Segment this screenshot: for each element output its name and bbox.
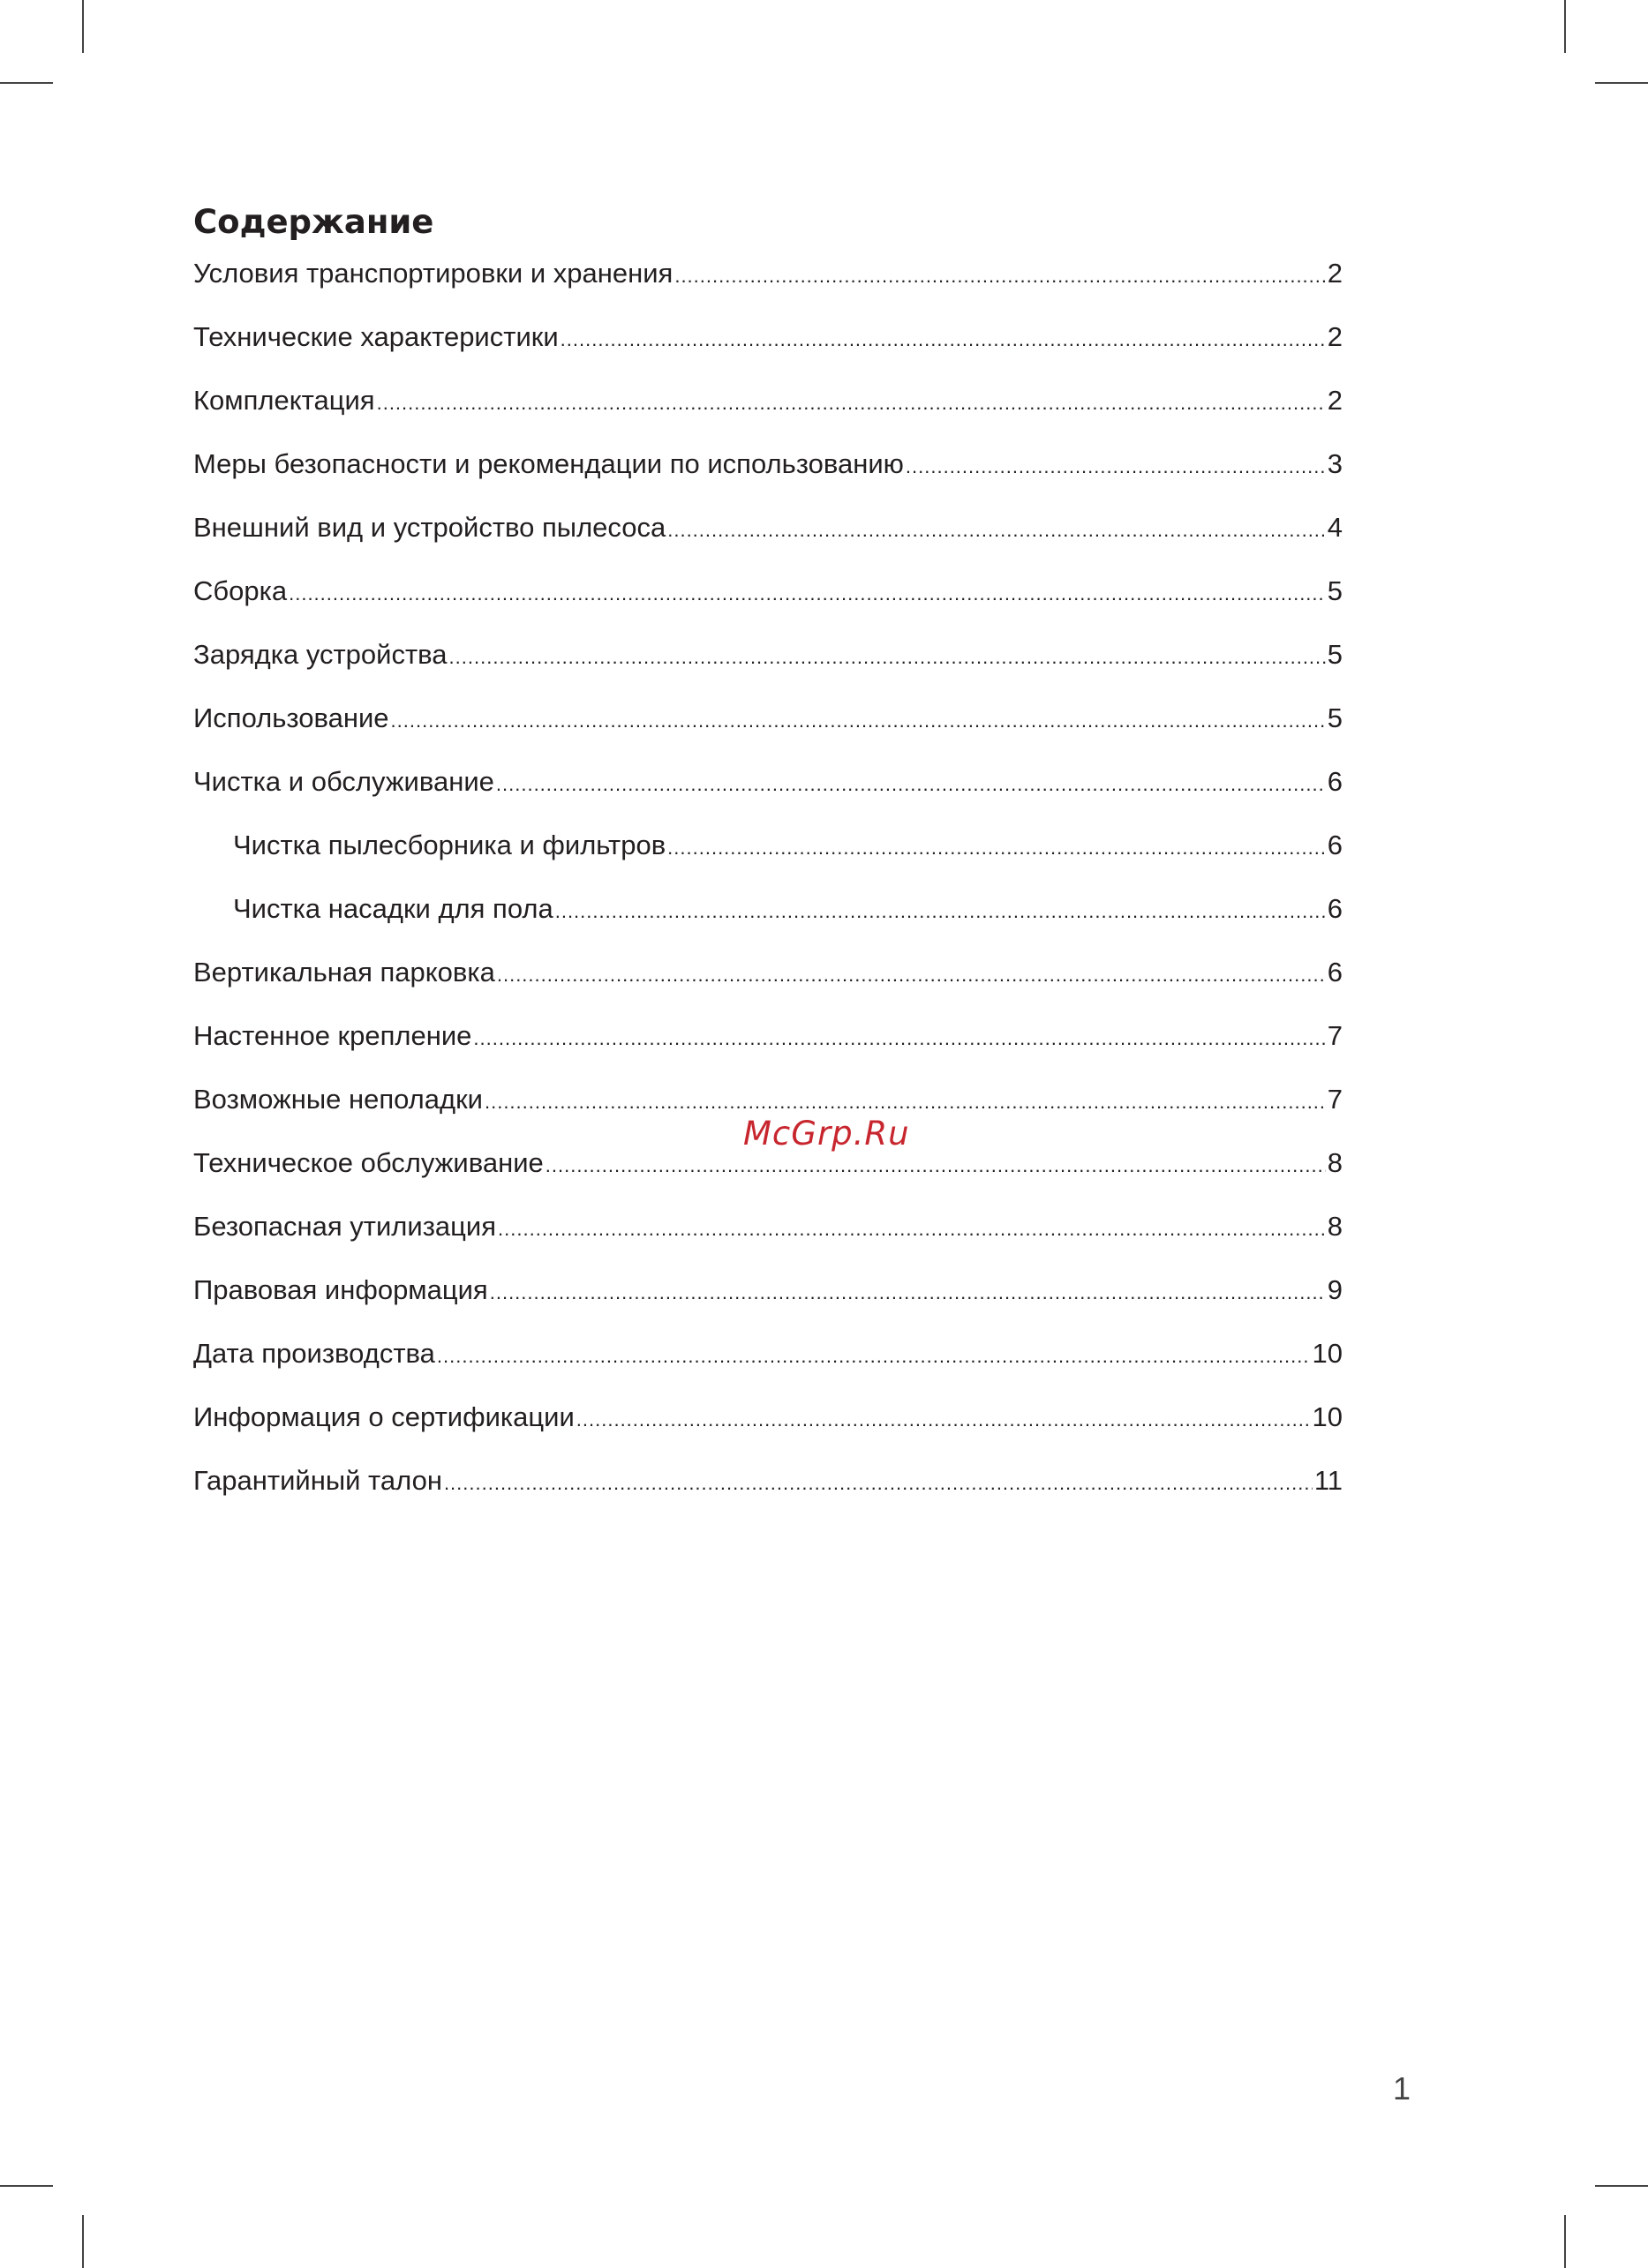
toc-entry-label: Сборка xyxy=(193,575,288,606)
toc-entry-label: Техническое обслуживание xyxy=(193,1147,544,1178)
toc-entry-page: 6 xyxy=(1327,766,1343,797)
toc-entry[interactable] xyxy=(193,1207,1343,1271)
toc-entry-label: Информация о сертификации xyxy=(193,1401,575,1432)
toc-leader-dots xyxy=(667,829,1326,867)
toc-leader-dots xyxy=(667,511,1326,550)
toc-leader-dots xyxy=(576,1401,1311,1439)
toc-leader-dots xyxy=(546,1146,1326,1185)
toc-entry-page: 2 xyxy=(1327,385,1343,416)
toc-entry-label: Условия транспортировки и хранения xyxy=(193,258,673,289)
toc-leader-dots xyxy=(473,1019,1325,1058)
toc-entry[interactable] xyxy=(193,381,1343,445)
toc-entry-label: Комплектация xyxy=(193,385,375,416)
table-of-contents xyxy=(193,199,1343,1525)
toc-entry[interactable] xyxy=(193,1271,1343,1334)
crop-mark-bottom-left-horizontal xyxy=(0,2185,53,2187)
toc-entry-page: 6 xyxy=(1327,957,1343,988)
toc-leader-dots xyxy=(289,575,1326,613)
crop-mark-top-right-vertical xyxy=(1564,0,1566,53)
toc-leader-dots xyxy=(497,956,1326,995)
toc-subentry[interactable] xyxy=(193,826,1343,890)
toc-leader-dots xyxy=(490,1273,1326,1312)
toc-entry[interactable] xyxy=(193,1398,1343,1461)
crop-mark-bottom-left-vertical xyxy=(82,2215,84,2268)
toc-entry-label: Чистка пылесборника и фильтров xyxy=(233,830,666,860)
toc-entry[interactable] xyxy=(193,254,1343,318)
toc-entry[interactable] xyxy=(193,1144,1343,1207)
toc-entry[interactable] xyxy=(193,1334,1343,1398)
toc-entry-label: Возможные неполадки xyxy=(193,1084,483,1115)
toc-leader-dots xyxy=(449,638,1326,677)
toc-leader-dots xyxy=(906,447,1326,486)
toc-entry[interactable] xyxy=(193,572,1343,635)
toc-entry-label: Правовая информация xyxy=(193,1274,488,1305)
toc-entry-label: Настенное крепление xyxy=(193,1020,472,1051)
toc-leader-dots xyxy=(444,1464,1313,1503)
toc-entry-label: Безопасная утилизация xyxy=(193,1211,497,1242)
toc-entry-page: 2 xyxy=(1327,258,1343,289)
toc-leader-dots xyxy=(377,384,1326,423)
crop-mark-bottom-right-horizontal xyxy=(1595,2185,1648,2187)
toc-leader-dots xyxy=(498,1210,1326,1249)
toc-entry[interactable] xyxy=(193,762,1343,826)
toc-entry[interactable] xyxy=(193,699,1343,762)
toc-leader-dots xyxy=(391,702,1326,740)
toc-entry-label: Зарядка устройства xyxy=(193,639,448,670)
toc-entry-label: Гарантийный талон xyxy=(193,1465,442,1496)
toc-entry[interactable] xyxy=(193,1461,1343,1525)
toc-entry-page: 10 xyxy=(1312,1401,1343,1432)
toc-entry-label: Вертикальная парковка xyxy=(193,957,495,988)
toc-leader-dots xyxy=(555,892,1326,931)
toc-entry-page: 7 xyxy=(1327,1084,1343,1115)
crop-mark-top-left-vertical xyxy=(82,0,84,53)
toc-entry-label: Чистка насадки для пола xyxy=(233,893,553,924)
toc-leader-dots xyxy=(437,1337,1311,1376)
toc-entry-page: 3 xyxy=(1327,448,1343,479)
toc-entry-page: 5 xyxy=(1327,702,1343,733)
toc-leader-dots xyxy=(674,257,1325,296)
toc-entry-page: 11 xyxy=(1313,1465,1343,1496)
toc-entry-page: 8 xyxy=(1327,1211,1343,1242)
toc-entry-page: 4 xyxy=(1327,512,1343,543)
toc-entry-page: 2 xyxy=(1327,321,1343,352)
toc-entry-label: Использование xyxy=(193,702,389,733)
toc-entry-page: 10 xyxy=(1312,1338,1343,1369)
toc-entry-label: Внешний вид и устройство пылесоса xyxy=(193,512,666,543)
toc-entry-label: Технические характеристики xyxy=(193,321,559,352)
watermark: McGrp.Ru xyxy=(740,1115,914,1153)
toc-entry-page: 5 xyxy=(1327,639,1343,670)
toc-entry-page: 7 xyxy=(1327,1020,1343,1051)
toc-entry[interactable] xyxy=(193,953,1343,1017)
toc-entry[interactable] xyxy=(193,635,1343,699)
toc-entry-page: 6 xyxy=(1327,893,1343,924)
toc-entry-label: Дата производства xyxy=(193,1338,435,1369)
toc-leader-dots xyxy=(561,320,1326,359)
toc-list xyxy=(193,254,1343,1525)
page-number: 1 xyxy=(1392,2070,1411,2107)
toc-leader-dots xyxy=(496,765,1326,804)
toc-entry-page: 8 xyxy=(1327,1147,1343,1178)
toc-entry-page: 9 xyxy=(1327,1274,1343,1305)
crop-mark-bottom-right-vertical xyxy=(1564,2215,1566,2268)
toc-entry-page: 6 xyxy=(1327,830,1343,860)
toc-subentry[interactable] xyxy=(193,890,1343,953)
toc-entry-label: Меры безопасности и рекомендации по использованию xyxy=(193,448,904,479)
toc-entry[interactable] xyxy=(193,445,1343,508)
toc-entry-page: 5 xyxy=(1327,575,1343,606)
crop-mark-top-right-horizontal xyxy=(1595,82,1648,84)
toc-title: Содержание xyxy=(193,203,434,241)
toc-entry[interactable] xyxy=(193,318,1343,381)
toc-entry[interactable] xyxy=(193,1017,1343,1080)
crop-mark-top-left-horizontal xyxy=(0,82,53,84)
toc-entry[interactable] xyxy=(193,508,1343,572)
toc-entry-label: Чистка и обслуживание xyxy=(193,766,494,797)
